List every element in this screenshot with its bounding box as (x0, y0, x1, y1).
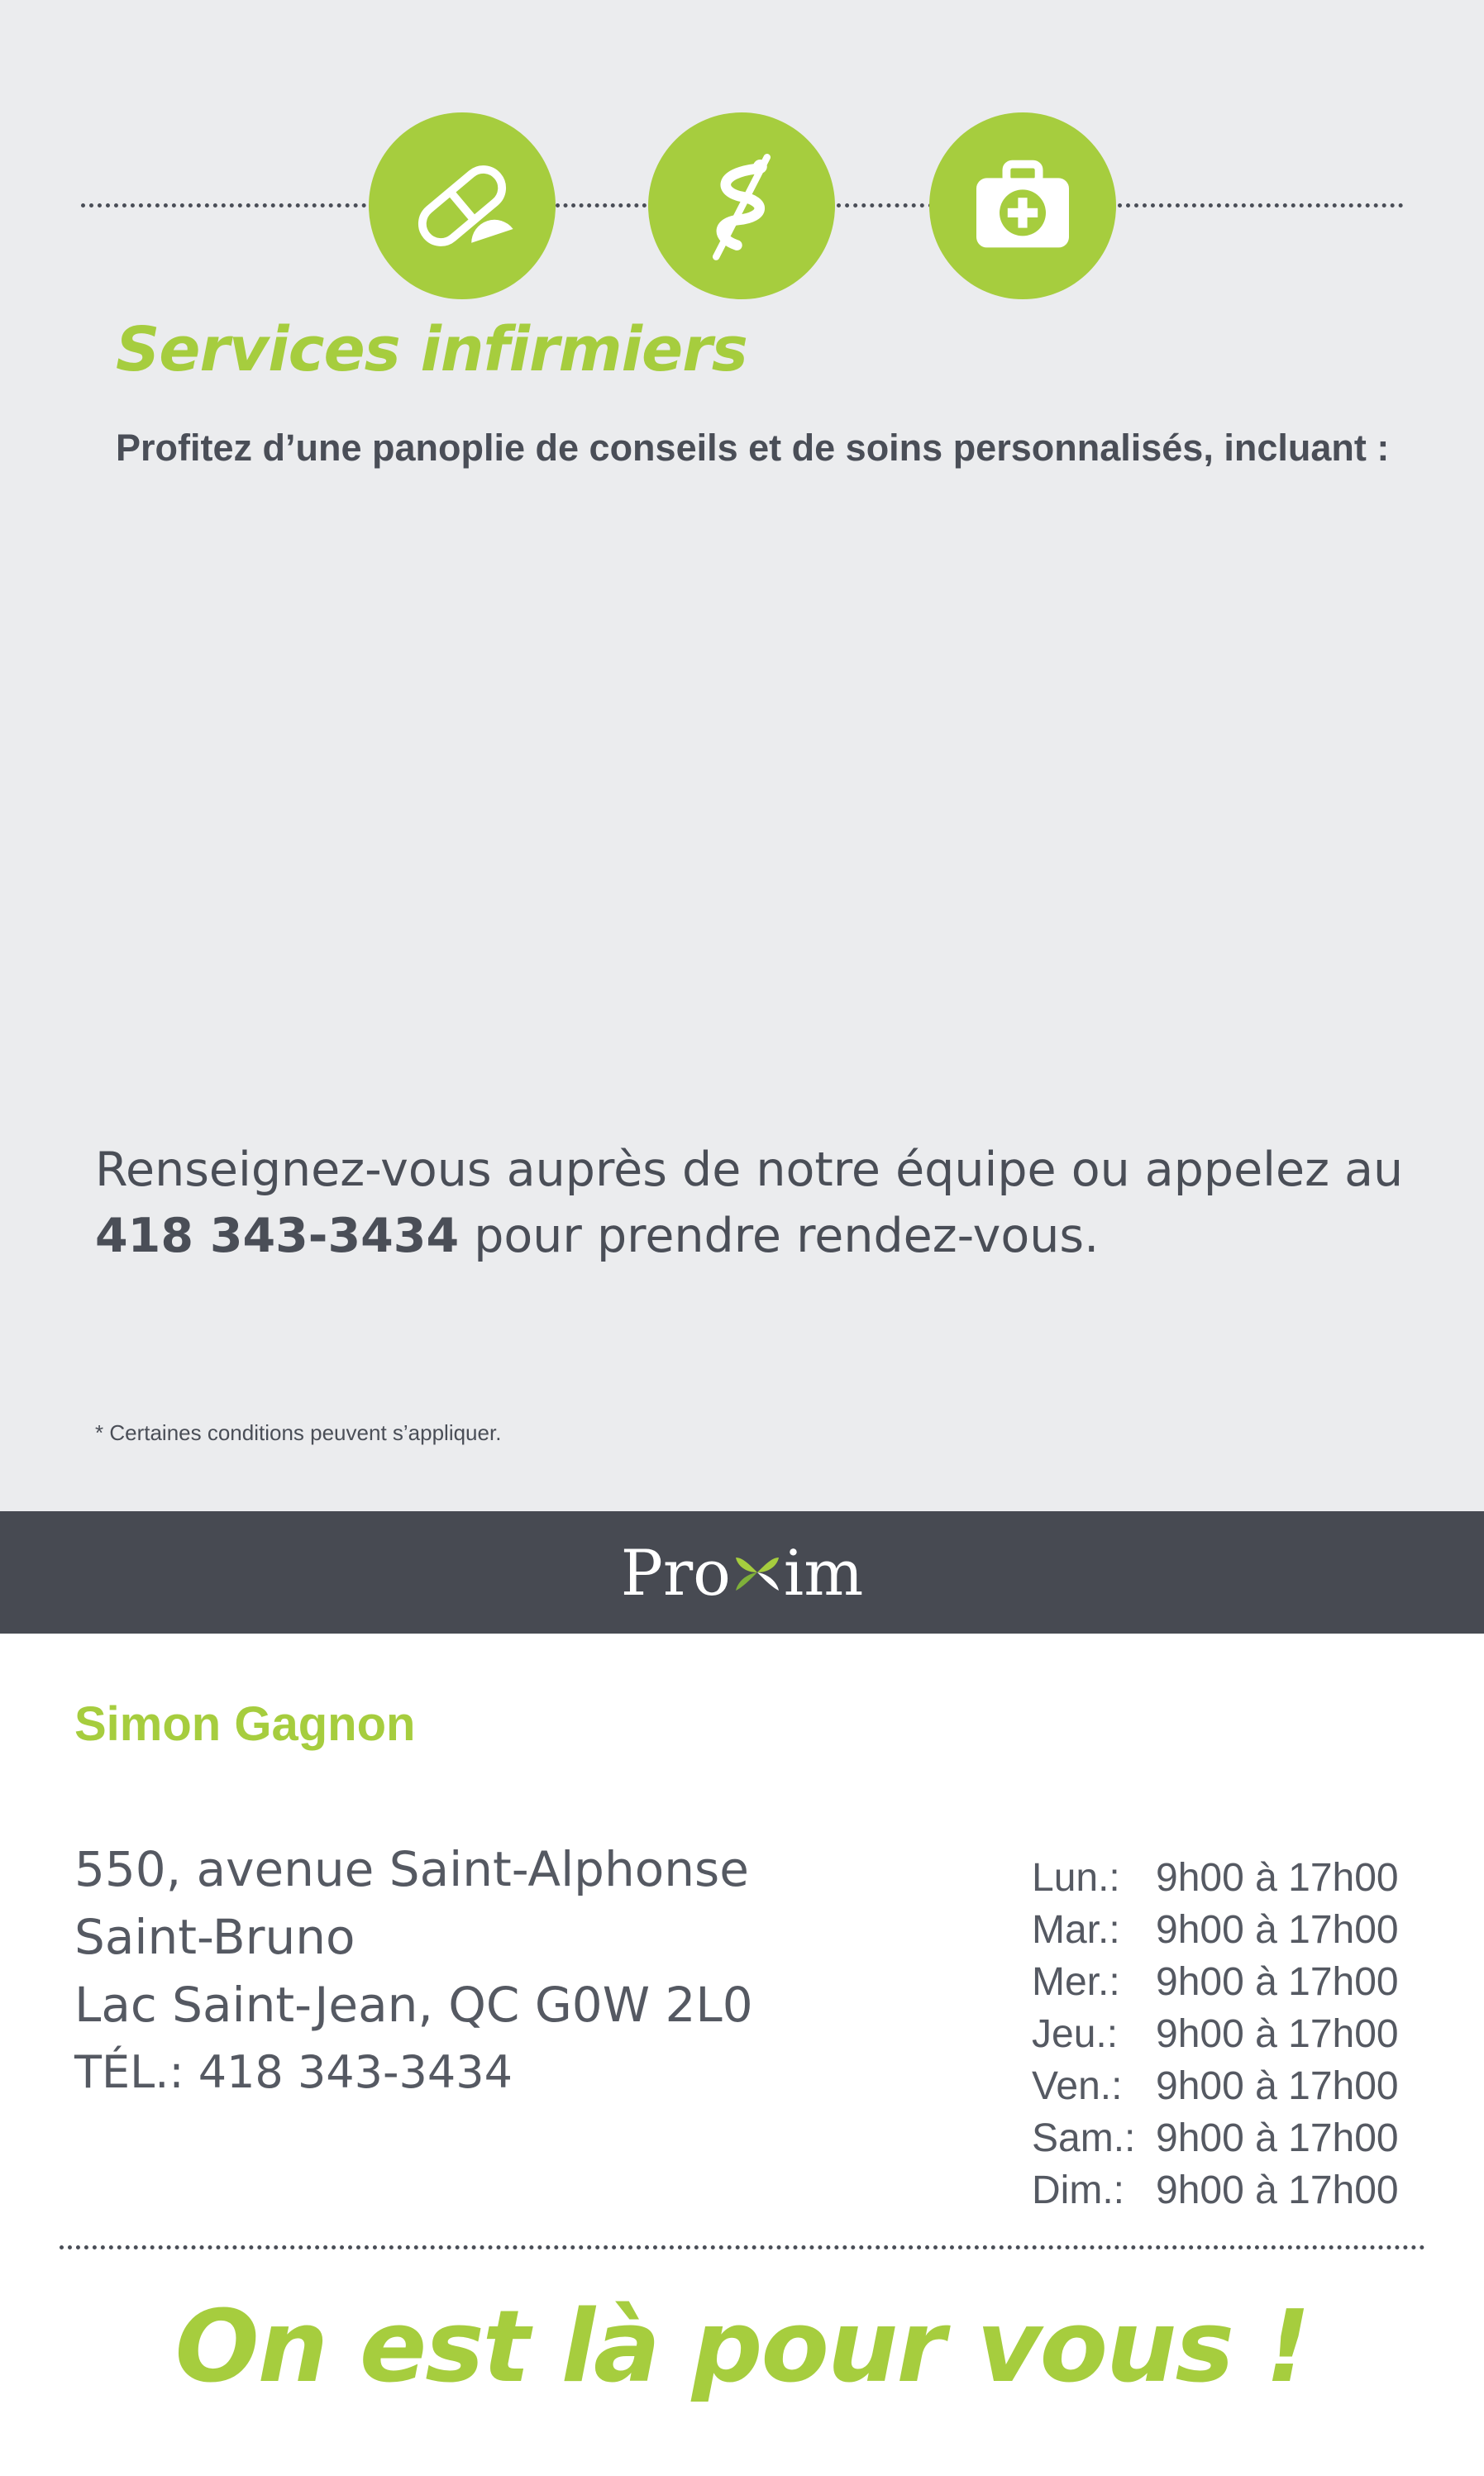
first-aid-kit-icon (929, 112, 1116, 299)
hours-time: 9h00 à 17h00 (1156, 1908, 1399, 1952)
pill-icon (369, 112, 556, 299)
brand-band (0, 1511, 1484, 1634)
appointment-info (95, 1137, 1434, 1269)
hours-time: 9h00 à 17h00 (1156, 1960, 1399, 2004)
hours-day: Mar.: (1032, 1908, 1120, 1952)
hours-day: Mer.: (1032, 1960, 1120, 2004)
address-street: 550, avenue Saint-Alphonse (74, 1841, 749, 1897)
hours-day: Jeu.: (1032, 2012, 1119, 2056)
hours-row (1032, 1904, 1399, 1956)
hours-row (1032, 2008, 1399, 2060)
hours-time: 9h00 à 17h00 (1156, 2064, 1399, 2108)
hours-row (1032, 2060, 1399, 2112)
address-phone[interactable]: TÉL.: 418 343-3434 (74, 2046, 513, 2098)
hours-time: 9h00 à 17h00 (1156, 2116, 1399, 2160)
hours-time: 9h00 à 17h00 (1156, 2168, 1399, 2212)
info-text-end: pour prendre rendez-vous. (459, 1209, 1100, 1263)
dotted-divider (60, 2245, 1425, 2249)
pharmacist-name: Simon Gagnon (74, 1697, 416, 1751)
address-region: Lac Saint-Jean, QC G0W 2L0 (74, 1977, 753, 2033)
services-subtitle: Profitez d’une panoplie de conseils et de soins personnalisés, incluant : (116, 427, 1390, 469)
dotted-divider (81, 203, 366, 208)
services-title: Services infirmiers (116, 314, 747, 385)
hours-time: 9h00 à 17h00 (1156, 2012, 1399, 2056)
hours-row (1032, 2164, 1399, 2216)
leaf-x-icon (729, 1539, 785, 1605)
opening-hours (1032, 1852, 1399, 2216)
logo-text-left: Pro (620, 1535, 731, 1610)
slogan: On est là pour vous ! (174, 2290, 1310, 2405)
hours-row (1032, 2112, 1399, 2164)
address-block (74, 1835, 753, 2106)
address-city: Saint-Bruno (74, 1909, 355, 1965)
info-phone[interactable]: 418 343-3434 (95, 1209, 460, 1263)
conditions-note: * Certaines conditions peuvent s’appliquer. (95, 1420, 502, 1445)
hours-day: Sam.: (1032, 2116, 1136, 2160)
hours-day: Lun.: (1032, 1856, 1120, 1900)
dotted-divider (837, 203, 933, 208)
dotted-divider (1118, 203, 1403, 208)
hours-time: 9h00 à 17h00 (1156, 1856, 1399, 1900)
dotted-divider (556, 203, 647, 208)
hours-day: Ven.: (1032, 2064, 1123, 2108)
hours-day: Dim.: (1032, 2168, 1124, 2212)
hours-row (1032, 1852, 1399, 1904)
info-text: Renseignez-vous auprès de notre équipe ou appelez au (95, 1143, 1404, 1197)
hours-row (1032, 1956, 1399, 2008)
proxim-logo (621, 1536, 864, 1610)
logo-text-right: im (783, 1535, 864, 1610)
caduceus-icon (648, 112, 835, 299)
